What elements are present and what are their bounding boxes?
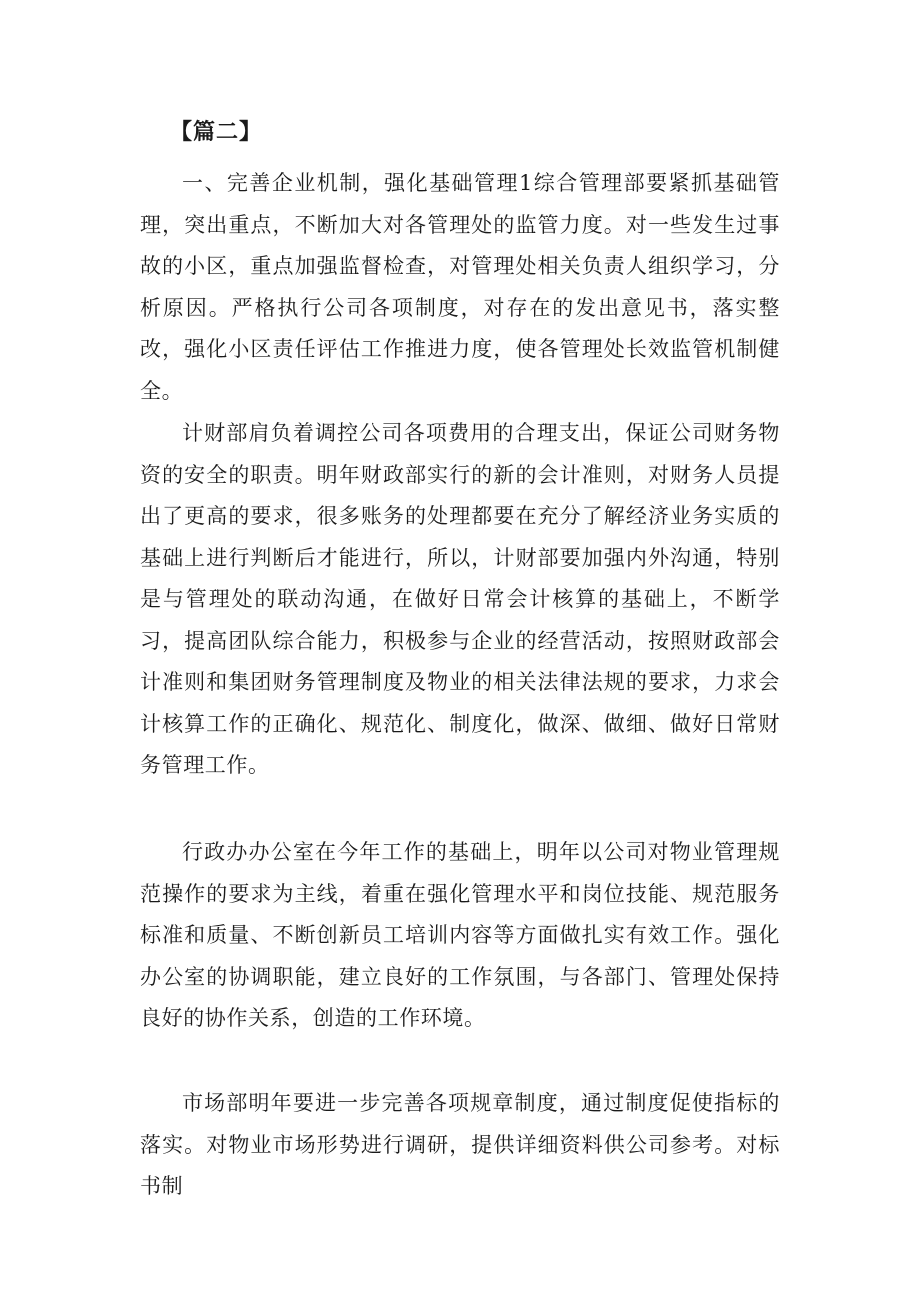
paragraph-market: 市场部明年要进一步完善各项规章制度，通过制度促使指标的落实。对物业市场形势进行调研，提供详细资料供公司参考。对标书制 <box>140 1091 780 1198</box>
section-heading: 【篇二】 <box>170 119 263 145</box>
paragraph-finance: 计财部肩负着调控公司各项费用的合理支出，保证公司财务物资的安全的职责。明年财政部实行的新的会计准则，对财务人员提出了更高的要求，很多账务的处理都要在充分了解经济业务实质的基础上进行判断后才能进行，所以，计财部要加强内外沟通，特别是与管理处的联动沟通，在做好日常会计核算的基础上，不断学习，提高团队综合能力，积极参与企业的经营活动，按照财政部会计准则和集团财务管理制度及物业的相关法律法规的要求，力求会计核算工作的正确化、规范化、制度化，做深、做细、做好日常财务管理工作。 <box>140 421 780 777</box>
paragraph-admin-office: 行政办办公室在今年工作的基础上，明年以公司对物业管理规范操作的要求为主线，着重在强化管理水平和岗位技能、规范服务标准和质量、不断创新员工培训内容等方面做扎实有效工作。强化办公室的协调职能，建立良好的工作氛围，与各部门、管理处保持良好的协作关系，创造的工作环境。 <box>140 840 780 1030</box>
paragraph-management: 一、完善企业机制，强化基础管理1综合管理部要紧抓基础管理，突出重点，不断加大对各管理处的监管力度。对一些发生过事故的小区，重点加强监督检查，对管理处相关负责人组织学习，分析原因。严格执行公司各项制度，对存在的发出意见书，落实整改，强化小区责任评估工作推进力度，使各管理处长效监管机制健全。 <box>140 171 780 403</box>
